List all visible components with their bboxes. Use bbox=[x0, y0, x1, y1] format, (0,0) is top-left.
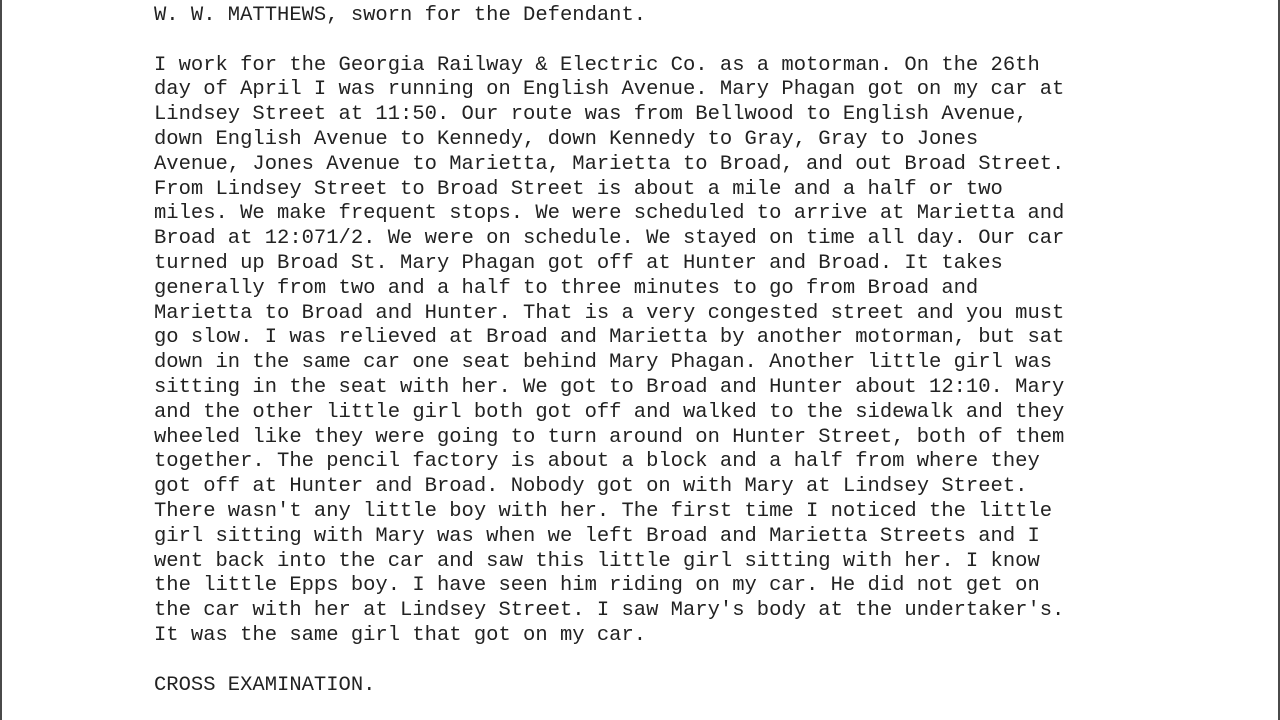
testimony-line: went back into the car and saw this little girl sitting with her. I know bbox=[154, 549, 1040, 573]
witness-heading: W. W. MATTHEWS, sworn for the Defendant. bbox=[154, 4, 647, 27]
testimony-line: Broad at 12:071/2. We were on schedule. We stayed on time all day. Our car bbox=[154, 227, 1065, 251]
testimony-line: down in the same car one seat behind Mary Phagan. Another little girl was bbox=[154, 351, 1053, 375]
testimony-line: Marietta to Broad and Hunter. That is a very congested street and you must bbox=[154, 301, 1065, 325]
blank-line bbox=[154, 29, 1154, 54]
testimony-line: It was the same girl that got on my car. bbox=[154, 623, 647, 647]
testimony-line: miles. We make frequent stops. We were scheduled to arrive at Marietta and bbox=[154, 202, 1065, 226]
testimony-line: Lindsey Street at 11:50. Our route was from Bellwood to English Avenue, bbox=[154, 103, 1028, 127]
testimony-line: sitting in the seat with her. We got to Broad and Hunter about 12:10. Mary bbox=[154, 375, 1065, 399]
testimony-line: generally from two and a half to three minutes to go from Broad and bbox=[154, 276, 979, 300]
testimony-line: From Lindsey Street to Broad Street is about a mile and a half or two bbox=[154, 177, 1003, 201]
testimony-line: turned up Broad St. Mary Phagan got off at Hunter and Broad. It takes bbox=[154, 251, 1003, 275]
testimony-line: There wasn't any little boy with her. The first time I noticed the little bbox=[154, 499, 1053, 523]
testimony-line: the car with her at Lindsey Street. I saw Mary's body at the undertaker's. bbox=[154, 599, 1065, 623]
cross-examination-heading: CROSS EXAMINATION. bbox=[154, 673, 376, 697]
testimony-line: wheeled like they were going to turn around on Hunter Street, both of them bbox=[154, 425, 1065, 449]
testimony-line: together. The pencil factory is about a block and a half from where they bbox=[154, 450, 1040, 474]
testimony-line: go slow. I was relieved at Broad and Marietta by another motorman, but sat bbox=[154, 326, 1065, 350]
testimony-line: and the other little girl both got off and walked to the sidewalk and they bbox=[154, 400, 1065, 424]
testimony-line: got off at Hunter and Broad. Nobody got on with Mary at Lindsey Street. bbox=[154, 475, 1028, 499]
testimony-paragraph bbox=[154, 54, 1154, 649]
testimony-line: girl sitting with Mary was when we left Broad and Marietta Streets and I bbox=[154, 524, 1040, 548]
testimony-line: day of April I was running on English Avenue. Mary Phagan got on my car at bbox=[154, 78, 1065, 102]
blank-line bbox=[154, 649, 1154, 674]
document-page bbox=[154, 4, 1154, 698]
testimony-line: the little Epps boy. I have seen him riding on my car. He did not get on bbox=[154, 574, 1040, 598]
testimony-line: I work for the Georgia Railway & Electric Co. as a motorman. On the 26th bbox=[154, 53, 1040, 77]
testimony-line: Avenue, Jones Avenue to Marietta, Marietta to Broad, and out Broad Street. bbox=[154, 152, 1065, 176]
testimony-line: down English Avenue to Kennedy, down Kennedy to Gray, Gray to Jones bbox=[154, 127, 979, 151]
